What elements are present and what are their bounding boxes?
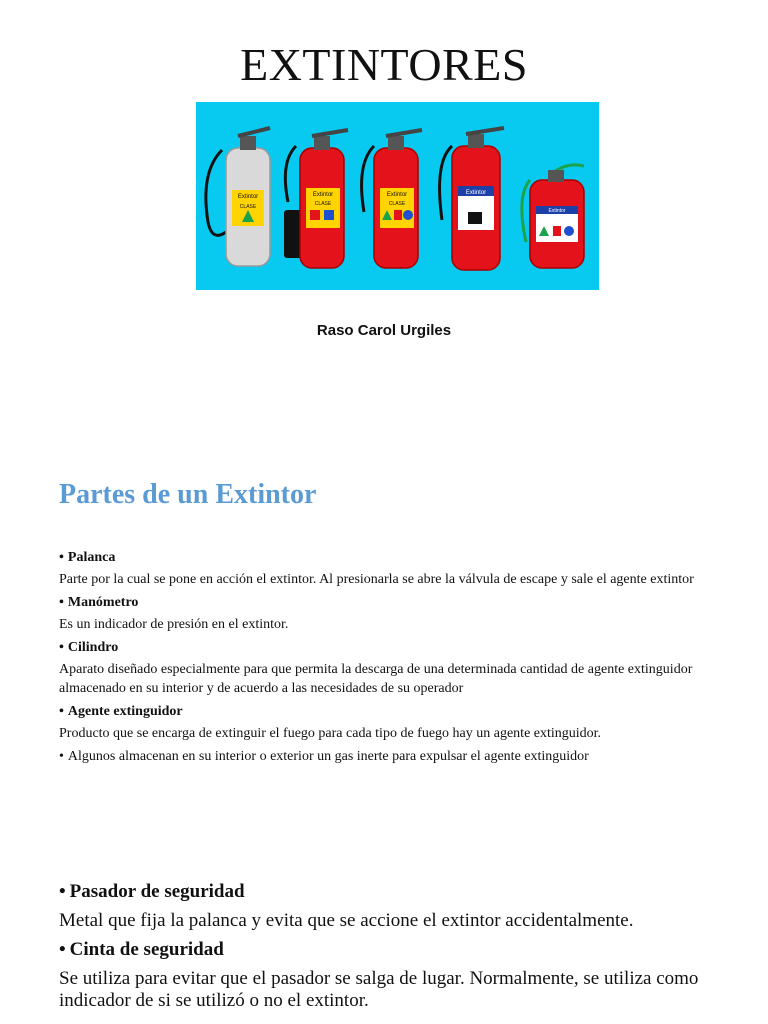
page-title: EXTINTORES: [240, 39, 528, 90]
extra-note: [59, 747, 719, 766]
bullet: •: [59, 704, 64, 719]
extinguisher-label: Extintor: [386, 192, 408, 198]
bullet: •: [59, 640, 64, 655]
list-item: [59, 702, 719, 743]
extinguisher-label: Extintor: [548, 208, 566, 214]
parts-list: [59, 548, 719, 770]
part-name: Palanca: [67, 550, 116, 565]
extinguisher-label: Extintor: [237, 194, 259, 200]
safety-parts-list: [59, 881, 739, 1019]
list-item: [59, 548, 719, 589]
part-name: Agente extinguidor: [67, 704, 183, 719]
part-description: Metal que fija la palanca y evita que se accione el extintor accidentalmente.: [59, 910, 634, 931]
class-label: CLASE: [388, 201, 406, 207]
list-item: [59, 881, 739, 932]
bullet: •: [59, 939, 66, 960]
extinguisher-label: Extintor: [465, 190, 487, 196]
part-name: Pasador de seguridad: [69, 881, 245, 902]
list-item: [59, 638, 719, 698]
bullet: •: [59, 881, 66, 902]
list-item: [59, 593, 719, 634]
section-title: Partes de un Extintor: [59, 479, 317, 510]
part-description: Parte por la cual se pone en acción el extintor. Al presionarla se abre la válvula de escape y sale el agente extintor: [59, 572, 694, 587]
part-name: Cinta de seguridad: [69, 939, 224, 960]
part-name: Cilindro: [67, 640, 119, 655]
part-description: Se utiliza para evitar que el pasador se salga de lugar. Normalmente, se utiliza como indicador de si se utilizó o no el extintor.: [59, 968, 699, 1011]
author-name: Raso Carol Urgiles: [316, 322, 452, 339]
bullet: •: [59, 595, 64, 610]
part-description: Aparato diseñado especialmente para que permita la descarga de una determinada cantidad de agente extinguidor almacenado en su interior y de acuerdo a las necesidades de su operador: [59, 662, 693, 696]
extinguisher-label: Extintor: [312, 192, 334, 198]
extra-note-text: Algunos almacenan en su interior o exterior un gas inerte para expulsar el agente extinguidor: [67, 749, 589, 764]
bullet: •: [59, 749, 64, 764]
part-name: Manómetro: [67, 595, 139, 610]
class-label: CLASE: [239, 204, 257, 210]
part-description: Producto que se encarga de extinguir el fuego para cada tipo de fuego hay un agente extinguidor.: [59, 726, 602, 741]
class-label: CLASE: [314, 201, 332, 207]
part-description: Es un indicador de presión en el extintor.: [59, 617, 289, 632]
list-item: [59, 939, 739, 1012]
extinguishers-image: [196, 102, 599, 290]
bullet: •: [59, 550, 64, 565]
